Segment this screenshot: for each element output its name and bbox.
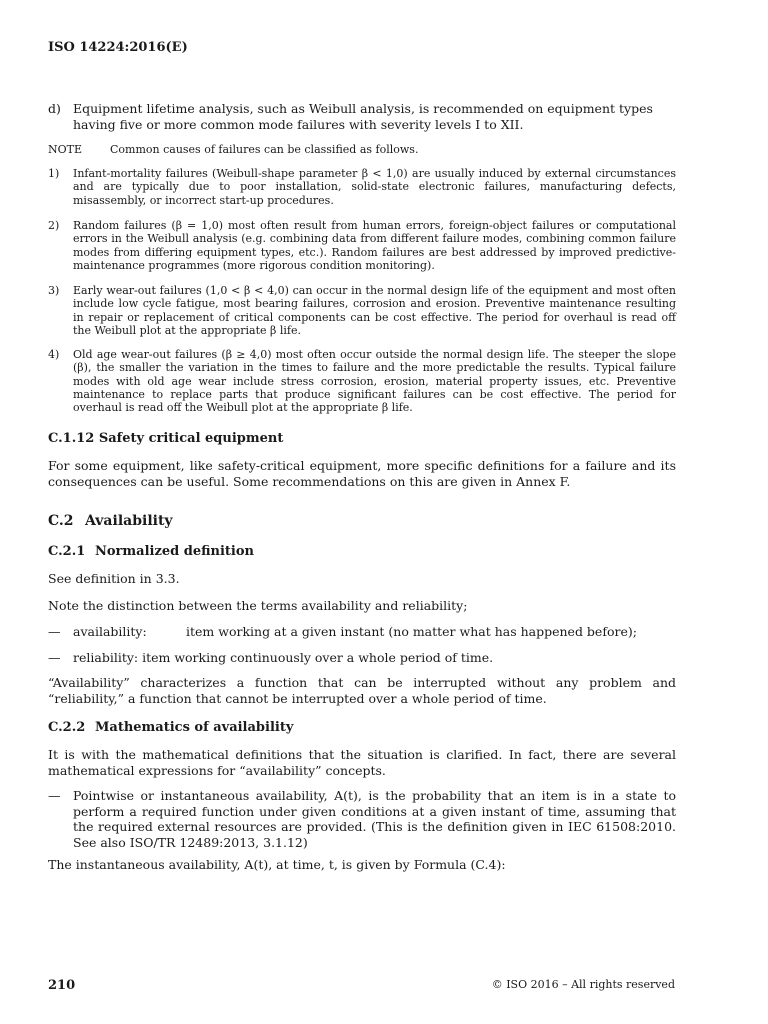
section-number: C.2.2 xyxy=(48,720,86,735)
paragraph: See definition in 3.3. xyxy=(48,571,180,586)
note-label: NOTE xyxy=(48,143,83,156)
page-number: 210 xyxy=(48,978,76,993)
bullet-text: item working at a given instant (no matter what has happened before); xyxy=(186,624,637,639)
bullet-availability xyxy=(48,624,676,640)
note-item-label: 3) xyxy=(48,284,60,297)
note-item-label: 4) xyxy=(48,348,60,361)
copyright-notice: © ISO 2016 – All rights reserved xyxy=(491,978,675,991)
note-item-text: Early wear-out failures (1,0 < β < 4,0) can occur in the normal design life of the equipment and most often include low cycle fatigue, most bearing failures, corrosion and erosion. Preventive maintenance resulting in repair or replacement of critical components can be cost effective. The period for overhaul is read off the Weibull plot at the appropriate β life. xyxy=(73,284,676,337)
section-heading-c2 xyxy=(48,512,173,530)
list-item-d xyxy=(48,101,676,132)
paragraph: For some equipment, like safety-critical equipment, more specific definitions for a failure and its consequences can be useful. Some recommendations on this are given in Annex F. xyxy=(48,458,676,489)
list-label: d) xyxy=(48,101,61,116)
section-title: Normalized definition xyxy=(95,544,254,559)
note-item-1 xyxy=(48,167,676,207)
section-heading-c21 xyxy=(48,544,254,560)
dash: — xyxy=(48,788,61,803)
note-text: Common causes of failures can be classified as follows. xyxy=(110,143,419,156)
note-item-text: Infant-mortality failures (Weibull-shape parameter β < 1,0) are usually induced by external circumstances and are typically due to poor installation, solid-state electronic failures, manufacturing defects, misassembly, or incorrect start-up procedures. xyxy=(73,167,676,207)
note-item-2 xyxy=(48,219,676,272)
section-heading-c112: C.1.12 Safety critical equipment xyxy=(48,431,284,446)
section-number: C.2.1 xyxy=(48,544,86,559)
note-item-text: Random failures (β = 1,0) most often result from human errors, foreign-object failures or computational errors in the Weibull analysis (e.g. combining data from different failure modes, combining common failure modes from differing equipment types, etc.). Random failures are best addressed by improved predictive-maintenance programmes (more rigorous condition monitoring). xyxy=(73,219,676,272)
bullet-text: Pointwise or instantaneous availability, A(t), is the probability that an item is in a state to perform a required function under given conditions at a given instant of time, assuming that the required external resources are provided. (This is the definition given in IEC 61508:2010. See also ISO/TR 12489:2013, 3.1.12) xyxy=(73,788,676,850)
note-item-text: Old age wear-out failures (β ≥ 4,0) most often occur outside the normal design life. The steeper the slope (β), the smaller the variation in the times to failure and the more predictable the results. Typical failure modes with old age wear include stress corrosion, erosion, material property issues, etc. Preventive maintenance to replace parts that produce significant failures can be cost effective. The period for overhaul is read off the Weibull plot at the appropriate β life. xyxy=(73,348,676,415)
bullet-pointwise xyxy=(48,788,676,850)
note-item-3 xyxy=(48,284,676,337)
paragraph: Note the distinction between the terms availability and reliability; xyxy=(48,598,468,613)
section-title: Availability xyxy=(85,513,173,529)
note-item-label: 1) xyxy=(48,167,60,180)
bullet-text: reliability: item working continuously over a whole period of time. xyxy=(73,650,494,665)
document-id: ISO 14224:2016(E) xyxy=(48,40,188,55)
section-heading-c22 xyxy=(48,720,293,736)
bullet-reliability xyxy=(48,650,676,666)
paragraph: The instantaneous availability, A(t), at time, t, is given by Formula (C.4): xyxy=(48,857,506,872)
dash: — xyxy=(48,650,61,665)
dash: — xyxy=(48,624,61,639)
list-text: Equipment lifetime analysis, such as Weibull analysis, is recommended on equipment types having five or more common mode failures with severity levels I to XII. xyxy=(73,101,653,132)
note xyxy=(48,143,676,156)
bullet-term: availability: xyxy=(73,624,147,639)
section-number: C.2 xyxy=(48,513,74,529)
section-title: Mathematics of availability xyxy=(95,720,294,735)
note-item-4 xyxy=(48,348,676,414)
note-item-label: 2) xyxy=(48,219,60,232)
paragraph: “Availability” characterizes a function that can be interrupted without any problem and “reliability,” a function that cannot be interrupted over a whole period of time. xyxy=(48,675,676,706)
paragraph: It is with the mathematical definitions that the situation is clarified. In fact, there are several mathematical expressions for “availability” concepts. xyxy=(48,747,676,778)
